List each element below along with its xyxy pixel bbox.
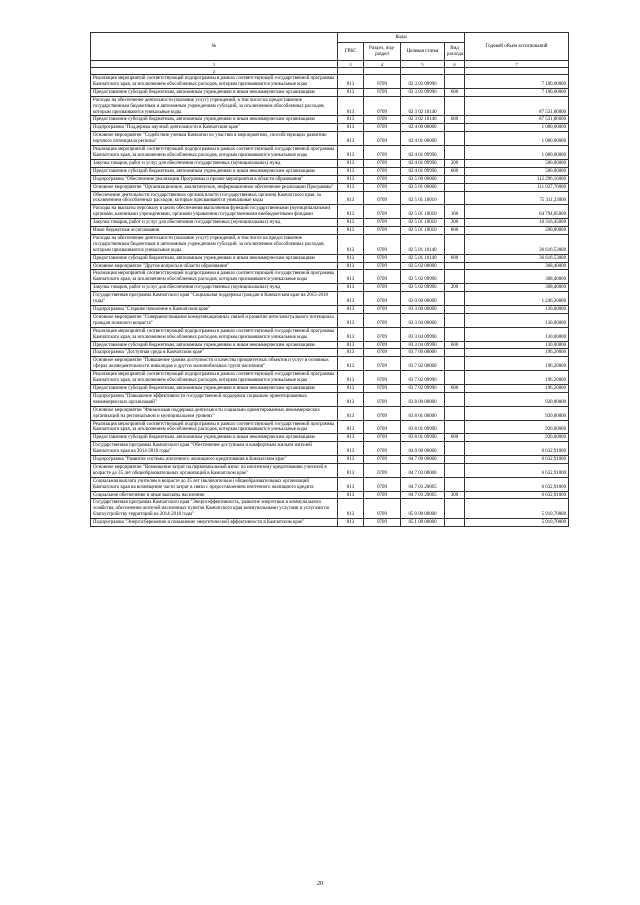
row-sum: 920,00000 bbox=[465, 434, 569, 442]
table-row bbox=[91, 270, 569, 284]
table-row bbox=[91, 75, 569, 89]
table-row bbox=[91, 349, 569, 357]
table-row bbox=[91, 341, 569, 349]
row-name: Расходы на обеспечение деятельности (оказание услуг) учреждений, в том числе на предоставление государственным бюджетным и автономным учреждениям субсидий, за исключением обособленных расходов, которым присваиваются уникальные коды bbox=[91, 96, 338, 116]
row-razdel: 0709 bbox=[364, 349, 401, 357]
row-vid bbox=[445, 499, 465, 519]
row-vid bbox=[445, 132, 465, 146]
row-name: Предоставление субсидий бюджетным, автономным учреждениям и иным некоммерческим организациям bbox=[91, 116, 338, 124]
row-name: Закупка товаров, работ и услуг для обеспечения государственных (муниципальных) нужд bbox=[91, 219, 338, 227]
row-vid: 600 bbox=[445, 254, 465, 262]
table-row bbox=[91, 254, 569, 262]
row-target: 03 8 00 00000 bbox=[401, 392, 445, 406]
header-number: № bbox=[91, 33, 338, 61]
row-target: 02 4 00 00000 bbox=[401, 124, 445, 132]
table-row bbox=[91, 159, 569, 167]
row-grbs: 813 bbox=[338, 442, 364, 456]
row-razdel: 0709 bbox=[364, 132, 401, 146]
row-razdel: 0709 bbox=[364, 406, 401, 420]
row-razdel: 0709 bbox=[364, 442, 401, 456]
row-razdel: 0709 bbox=[364, 284, 401, 292]
row-target: 02 5 02 09990 bbox=[401, 270, 445, 284]
row-sum: 5 910,70000 bbox=[465, 499, 569, 519]
table-row bbox=[91, 371, 569, 385]
row-name: Государственная программа Камчатского края "Социальная поддержка граждан в Камчатском крае на 2015-2018 годы" bbox=[91, 292, 338, 306]
row-name: Социальное обеспечение и иные выплаты населению bbox=[91, 491, 338, 499]
col-num-4: 4 bbox=[364, 61, 401, 68]
row-sum: 500,00000 bbox=[465, 159, 569, 167]
row-grbs: 813 bbox=[338, 384, 364, 392]
row-vid bbox=[445, 477, 465, 491]
table-row bbox=[91, 456, 569, 464]
row-name: Закупка товаров, работ и услуг для обеспечения государственных (муниципальных) нужд bbox=[91, 159, 338, 167]
row-sum: 7 100,00000 bbox=[465, 88, 569, 96]
row-sum: 1 000,00000 bbox=[465, 146, 569, 160]
row-vid: 600 bbox=[445, 167, 465, 175]
row-grbs: 813 bbox=[338, 491, 364, 499]
table-row bbox=[91, 463, 569, 477]
row-sum: 130,00000 bbox=[465, 341, 569, 349]
row-target: 02 3 02 09990 bbox=[401, 75, 445, 89]
row-grbs: 813 bbox=[338, 191, 364, 205]
row-vid bbox=[445, 420, 465, 434]
row-grbs: 813 bbox=[338, 313, 364, 327]
row-vid bbox=[445, 327, 465, 341]
row-razdel: 0709 bbox=[364, 183, 401, 191]
row-vid bbox=[445, 270, 465, 284]
row-target: 02 3 02 10140 bbox=[401, 116, 445, 124]
row-vid: 600 bbox=[445, 384, 465, 392]
row-razdel: 0709 bbox=[364, 146, 401, 160]
row-razdel: 0709 bbox=[364, 341, 401, 349]
row-target: 02 5 01 10140 bbox=[401, 254, 445, 262]
row-vid bbox=[445, 292, 465, 306]
row-grbs: 813 bbox=[338, 96, 364, 116]
row-target: 04 7 00 00000 bbox=[401, 456, 445, 464]
row-sum: 7 100,00000 bbox=[465, 75, 569, 89]
row-name: Реализация мероприятий соответствующей подпрограммы в рамках соответствующей государственной программы Камчатского края, за исключением обособленных расходов, которым присваиваются уникальные коды bbox=[91, 327, 338, 341]
row-sum: 196,20000 bbox=[465, 357, 569, 371]
table-row bbox=[91, 357, 569, 371]
table-row bbox=[91, 191, 569, 205]
row-name: Реализация мероприятий соответствующей подпрограммы в рамках соответствующей государственной программы Камчатского края, за исключением обособленных расходов, которым присваиваются уникальные коды bbox=[91, 420, 338, 434]
row-name: Предоставление субсидий бюджетным, автономным учреждениям и иным некоммерческим организациям bbox=[91, 434, 338, 442]
row-sum: 196,20000 bbox=[465, 384, 569, 392]
row-name: Предоставление субсидий бюджетным, автономным учреждениям и иным некоммерческим организациям bbox=[91, 384, 338, 392]
row-vid: 200 bbox=[445, 284, 465, 292]
row-vid bbox=[445, 349, 465, 357]
table-row bbox=[91, 146, 569, 160]
row-name: Подпрограмма "Поддержка научной деятельности в Камчатском крае" bbox=[91, 124, 338, 132]
row-name: Основное мероприятие "Возмещение затрат на первоначальный взнос по ипотечному кредитованию учителей в возрасте до 35 лет общеобразовательных организаций в Камчатском крае" bbox=[91, 463, 338, 477]
row-target: 03 8 01 09990 bbox=[401, 434, 445, 442]
header-codes: Коды bbox=[338, 33, 465, 43]
row-target: 03 7 02 09990 bbox=[401, 371, 445, 385]
table-row bbox=[91, 313, 569, 327]
table-row bbox=[91, 124, 569, 132]
row-grbs: 813 bbox=[338, 434, 364, 442]
row-vid: 100 bbox=[445, 205, 465, 219]
row-grbs: 813 bbox=[338, 270, 364, 284]
row-sum: 920,00000 bbox=[465, 406, 569, 420]
row-razdel: 0709 bbox=[364, 227, 401, 235]
row-sum: 6 632,91000 bbox=[465, 463, 569, 477]
col-num-7: 7 bbox=[465, 61, 569, 68]
row-vid: 300 bbox=[445, 491, 465, 499]
row-grbs: 813 bbox=[338, 284, 364, 292]
row-target: 02 4 01 09990 bbox=[401, 146, 445, 160]
row-grbs: 813 bbox=[338, 392, 364, 406]
row-grbs: 813 bbox=[338, 371, 364, 385]
row-name: Подпрограмма "Повышение эффективности государственной поддержки социально ориентированных некоммерческих организаций" bbox=[91, 392, 338, 406]
row-grbs: 813 bbox=[338, 456, 364, 464]
row-name: Государственная программа Камчатского края "Энергоэффективность, развитие энергетики и коммунального хозяйства, обеспечение жителей населенных пунктов Камчатского края коммунальными услугами и услугами по благоустройству территорий на 2014-2018 годы" bbox=[91, 499, 338, 519]
row-vid bbox=[445, 442, 465, 456]
table-row bbox=[91, 292, 569, 306]
table-row bbox=[91, 499, 569, 519]
row-sum: 130,00000 bbox=[465, 306, 569, 314]
table-row bbox=[91, 183, 569, 191]
row-grbs: 813 bbox=[338, 132, 364, 146]
table-row bbox=[91, 227, 569, 235]
table-row bbox=[91, 491, 569, 499]
row-vid bbox=[445, 191, 465, 205]
table-row bbox=[91, 205, 569, 219]
row-name: Реализация мероприятий соответствующей подпрограммы в рамках соответствующей государственной программы Камчатского края, за исключением обособленных расходов, которым присваиваются уникальные коды bbox=[91, 75, 338, 89]
row-grbs: 813 bbox=[338, 159, 364, 167]
row-grbs: 813 bbox=[338, 227, 364, 235]
row-name: Социальная выплата учителям в возрасте до 35 лет (включительно) общеобразовательных организаций Камчатского края на возмещение части затрат в связи с предоставлением ипотечного жилищного кредита bbox=[91, 477, 338, 491]
row-sum: 36 616,53000 bbox=[465, 234, 569, 254]
row-grbs: 813 bbox=[338, 327, 364, 341]
row-razdel: 0709 bbox=[364, 254, 401, 262]
row-razdel: 0709 bbox=[364, 384, 401, 392]
row-vid: 200 bbox=[445, 219, 465, 227]
row-target: 03 8 01 09990 bbox=[401, 420, 445, 434]
row-target: 02 5 02 09990 bbox=[401, 284, 445, 292]
row-razdel: 0709 bbox=[364, 519, 401, 527]
table-row bbox=[91, 175, 569, 183]
row-target: 02 5 01 10010 bbox=[401, 219, 445, 227]
row-razdel: 0709 bbox=[364, 292, 401, 306]
row-razdel: 0709 bbox=[364, 219, 401, 227]
row-sum: 1 246,20000 bbox=[465, 292, 569, 306]
col-num-6: 6 bbox=[445, 61, 465, 68]
row-vid bbox=[445, 313, 465, 327]
table-row bbox=[91, 234, 569, 254]
table-row bbox=[91, 406, 569, 420]
table-row bbox=[91, 116, 569, 124]
row-name: Предоставление субсидий бюджетным, автономным учреждениям и иным некоммерческим организациям bbox=[91, 254, 338, 262]
row-vid bbox=[445, 146, 465, 160]
row-name: Расходы на обеспечение деятельности (оказание услуг) учреждений, в том числе на предоставление государственным бюджетным и автономным учреждениям субсидий, за исключением обособленных расходов, которым присваиваются уникальные коды bbox=[91, 234, 338, 254]
row-name: Подпрограмма "Обеспечение реализации Программы и прочие мероприятия в области образования" bbox=[91, 175, 338, 183]
row-target: 03 7 02 09990 bbox=[401, 384, 445, 392]
row-grbs: 813 bbox=[338, 183, 364, 191]
row-sum: 196,20000 bbox=[465, 371, 569, 385]
row-razdel: 0709 bbox=[364, 491, 401, 499]
row-target: 03 8 01 00000 bbox=[401, 406, 445, 420]
row-sum: 6 632,91000 bbox=[465, 456, 569, 464]
header-annual: Годовой объем ассигнований bbox=[465, 33, 569, 61]
row-target: 04 7 03 20065 bbox=[401, 491, 445, 499]
table-row bbox=[91, 434, 569, 442]
table-body bbox=[91, 75, 569, 527]
row-razdel: 0709 bbox=[364, 313, 401, 327]
row-razdel: 0709 bbox=[364, 88, 401, 96]
row-vid bbox=[445, 357, 465, 371]
row-razdel: 0709 bbox=[364, 499, 401, 519]
row-target: 05 0 00 00000 bbox=[401, 499, 445, 519]
row-grbs: 813 bbox=[338, 124, 364, 132]
row-vid bbox=[445, 183, 465, 191]
table-row bbox=[91, 327, 569, 341]
header-razdel: Раздел, под- раздел bbox=[364, 43, 401, 61]
row-razdel: 0709 bbox=[364, 420, 401, 434]
table-row bbox=[91, 306, 569, 314]
row-grbs: 813 bbox=[338, 420, 364, 434]
row-target: 02 5 01 10010 bbox=[401, 205, 445, 219]
row-vid bbox=[445, 234, 465, 254]
table-row bbox=[91, 88, 569, 96]
row-razdel: 0709 bbox=[364, 234, 401, 254]
row-sum: 920,00000 bbox=[465, 392, 569, 406]
row-name: Расходы на выплаты персоналу в целях обеспечения выполнения функций государственными (муниципальными) органами, казенными учреждениями, органами управления государственными внебюджетными фондами bbox=[91, 205, 338, 219]
row-grbs: 813 bbox=[338, 205, 364, 219]
row-target: 03 3 04 09990 bbox=[401, 341, 445, 349]
row-target: 02 4 01 09990 bbox=[401, 159, 445, 167]
table-row bbox=[91, 167, 569, 175]
row-sum: 196,20000 bbox=[465, 349, 569, 357]
row-target: 04 7 03 20065 bbox=[401, 477, 445, 491]
row-grbs: 813 bbox=[338, 167, 364, 175]
row-target: 02 4 01 00000 bbox=[401, 132, 445, 146]
row-grbs: 813 bbox=[338, 292, 364, 306]
row-grbs: 813 bbox=[338, 357, 364, 371]
row-name: Иные бюджетные ассигнования bbox=[91, 227, 338, 235]
row-vid bbox=[445, 175, 465, 183]
row-sum: 6 632,91000 bbox=[465, 477, 569, 491]
row-razdel: 0709 bbox=[364, 270, 401, 284]
row-target: 04 7 03 00000 bbox=[401, 463, 445, 477]
row-name: Реализация мероприятий соответствующей подпрограммы в рамках соответствующей государственной программы Камчатского края, за исключением обособленных расходов, которым присваиваются уникальные коды bbox=[91, 371, 338, 385]
row-razdel: 0709 bbox=[364, 116, 401, 124]
row-name: Закупка товаров, работ и услуг для обеспечения государственных (муниципальных) нужд bbox=[91, 284, 338, 292]
row-grbs: 813 bbox=[338, 175, 364, 183]
row-sum: 87 531,86000 bbox=[465, 96, 569, 116]
row-grbs: 813 bbox=[338, 349, 364, 357]
row-razdel: 0709 bbox=[364, 205, 401, 219]
row-sum: 87 531,86000 bbox=[465, 116, 569, 124]
row-vid: 200 bbox=[445, 159, 465, 167]
row-sum: 36 616,53000 bbox=[465, 254, 569, 262]
row-razdel: 0709 bbox=[364, 306, 401, 314]
row-vid: 600 bbox=[445, 341, 465, 349]
row-name: Реализация мероприятий соответствующей подпрограммы в рамках соответствующей государственной программы Камчатского края, за исключением обособленных расходов, которым присваиваются уникальные коды bbox=[91, 270, 338, 284]
row-sum: 1 000,00000 bbox=[465, 124, 569, 132]
table-row bbox=[91, 284, 569, 292]
row-name: Государственная программа Камчатского края "Обеспечение доступным и комфортным жильем жителей Камчатского края на 2014-2018 годы" bbox=[91, 442, 338, 456]
row-target: 05 1 00 00000 bbox=[401, 519, 445, 527]
row-vid: 600 bbox=[445, 88, 465, 96]
row-target: 03 0 00 00000 bbox=[401, 292, 445, 306]
row-razdel: 0709 bbox=[364, 96, 401, 116]
row-grbs: 813 bbox=[338, 406, 364, 420]
row-grbs: 813 bbox=[338, 234, 364, 254]
row-razdel: 0709 bbox=[364, 175, 401, 183]
row-name: Обеспечение деятельности государственных органов власти (государственных органов) Камчатского края, за исключением обособленных расходов, которым присваиваются уникальные коды bbox=[91, 191, 338, 205]
row-sum: 75 311,23000 bbox=[465, 191, 569, 205]
table-row bbox=[91, 219, 569, 227]
row-grbs: 813 bbox=[338, 75, 364, 89]
row-vid bbox=[445, 262, 465, 270]
table-row bbox=[91, 262, 569, 270]
row-vid bbox=[445, 371, 465, 385]
row-name: Подпрограмма "Энергосбережение и повышение энергетической эффективности в Камчатском крае" bbox=[91, 519, 338, 527]
row-vid bbox=[445, 392, 465, 406]
row-razdel: 0709 bbox=[364, 477, 401, 491]
row-grbs: 813 bbox=[338, 262, 364, 270]
row-grbs: 813 bbox=[338, 219, 364, 227]
row-razdel: 0709 bbox=[364, 357, 401, 371]
row-vid bbox=[445, 96, 465, 116]
row-vid bbox=[445, 406, 465, 420]
table-row bbox=[91, 96, 569, 116]
row-grbs: 813 bbox=[338, 254, 364, 262]
col-num-1: 1 bbox=[91, 61, 338, 68]
row-grbs: 813 bbox=[338, 477, 364, 491]
row-target: 02 5 00 00000 bbox=[401, 175, 445, 183]
row-vid: 600 bbox=[445, 434, 465, 442]
row-target: 03 3 00 00000 bbox=[401, 306, 445, 314]
row-name: Основное мероприятие "Организационное, аналитическое, информационное обеспечение реализации Программы" bbox=[91, 183, 338, 191]
row-sum: 1 000,00000 bbox=[465, 132, 569, 146]
row-sum: 10 316,45000 bbox=[465, 219, 569, 227]
row-target: 03 3 04 09990 bbox=[401, 327, 445, 341]
row-vid bbox=[445, 456, 465, 464]
col-num-3: 3 bbox=[338, 61, 364, 68]
col-num-2: 2 bbox=[91, 68, 338, 75]
header-grbs: ГРБС bbox=[338, 43, 364, 61]
row-razdel: 0709 bbox=[364, 456, 401, 464]
table-row bbox=[91, 420, 569, 434]
row-vid: 600 bbox=[445, 116, 465, 124]
row-target: 02 5 01 10010 bbox=[401, 191, 445, 205]
row-sum: 112 296,16000 bbox=[465, 175, 569, 183]
row-sum: 368,40000 bbox=[465, 284, 569, 292]
row-target: 02 5 02 00000 bbox=[401, 262, 445, 270]
row-razdel: 0709 bbox=[364, 124, 401, 132]
row-razdel: 0709 bbox=[364, 262, 401, 270]
budget-table bbox=[90, 32, 569, 527]
row-razdel: 0709 bbox=[364, 392, 401, 406]
row-name: Основное мероприятие "Содействие ученым Камчатки по участию в мероприятиях, способствующих развитию научного потенциала региона" bbox=[91, 132, 338, 146]
header-target: Целевая статья bbox=[401, 43, 445, 61]
row-vid bbox=[445, 519, 465, 527]
row-target: 02 5 01 10010 bbox=[401, 227, 445, 235]
row-name: Подпрограмма "Доступная среда в Камчатском крае" bbox=[91, 349, 338, 357]
table-row bbox=[91, 519, 569, 527]
row-razdel: 0709 bbox=[364, 327, 401, 341]
row-razdel: 0709 bbox=[364, 191, 401, 205]
row-sum: 6 632,91000 bbox=[465, 491, 569, 499]
row-name: Подпрограмма "Старшее поколение в Камчатском крае" bbox=[91, 306, 338, 314]
row-vid: 800 bbox=[445, 227, 465, 235]
table-row bbox=[91, 477, 569, 491]
row-razdel: 0709 bbox=[364, 159, 401, 167]
row-sum: 6 632,91000 bbox=[465, 442, 569, 456]
row-name: Основное мероприятие "Повышение уровня доступности и качества приоритетных объектов и услуг в основных сферах жизнедеятельности инвалидов и других маломобильных групп населения" bbox=[91, 357, 338, 371]
row-target: 04 0 00 00000 bbox=[401, 442, 445, 456]
row-name: Основное мероприятие "Другие вопросы в области образования" bbox=[91, 262, 338, 270]
header-vid: Вид расхода bbox=[445, 43, 465, 61]
row-grbs: 813 bbox=[338, 306, 364, 314]
row-sum: 130,00000 bbox=[465, 327, 569, 341]
row-razdel: 0709 bbox=[364, 463, 401, 477]
row-target: 02 3 02 09990 bbox=[401, 88, 445, 96]
row-target: 03 3 04 00000 bbox=[401, 313, 445, 327]
row-grbs: 813 bbox=[338, 88, 364, 96]
row-vid bbox=[445, 75, 465, 89]
row-name: Реализация мероприятий соответствующей подпрограммы в рамках соответствующей государственной программы Камчатского края, за исключением обособленных расходов, которым присваиваются уникальные коды bbox=[91, 146, 338, 160]
row-grbs: 813 bbox=[338, 146, 364, 160]
row-grbs: 813 bbox=[338, 463, 364, 477]
row-razdel: 0709 bbox=[364, 434, 401, 442]
row-name: Предоставление субсидий бюджетным, автономным учреждениям и иным некоммерческим организациям bbox=[91, 341, 338, 349]
row-sum: 920,00000 bbox=[465, 420, 569, 434]
row-target: 03 7 00 00000 bbox=[401, 349, 445, 357]
page-number: 20 bbox=[317, 881, 323, 887]
budget-table-page bbox=[90, 32, 568, 527]
row-sum: 368,40000 bbox=[465, 270, 569, 284]
row-target: 02 5 01 10140 bbox=[401, 234, 445, 254]
row-target: 02 4 01 09990 bbox=[401, 167, 445, 175]
row-target: 02 5 01 00000 bbox=[401, 183, 445, 191]
row-vid bbox=[445, 463, 465, 477]
row-name: Предоставление субсидий бюджетным, автономным учреждениям и иным некоммерческим организациям bbox=[91, 167, 338, 175]
row-vid bbox=[445, 306, 465, 314]
table-row bbox=[91, 392, 569, 406]
table-row bbox=[91, 132, 569, 146]
row-grbs: 813 bbox=[338, 499, 364, 519]
row-grbs: 813 bbox=[338, 116, 364, 124]
row-sum: 500,00000 bbox=[465, 167, 569, 175]
col-num-5: 5 bbox=[401, 61, 445, 68]
row-target: 03 7 02 00000 bbox=[401, 357, 445, 371]
row-sum: 5 910,70000 bbox=[465, 519, 569, 527]
row-sum: 111 927,76000 bbox=[465, 183, 569, 191]
row-razdel: 0709 bbox=[364, 75, 401, 89]
row-grbs: 813 bbox=[338, 519, 364, 527]
row-sum: 64 794,85000 bbox=[465, 205, 569, 219]
row-name: Подпрограмма "Развитие системы ипотечного жилищного кредитования в Камчатском крае" bbox=[91, 456, 338, 464]
table-row bbox=[91, 384, 569, 392]
row-razdel: 0709 bbox=[364, 167, 401, 175]
row-target: 02 3 02 10140 bbox=[401, 96, 445, 116]
row-name: Основное мероприятие "Финансовая поддержка деятельности социально ориентированных некоммерческих организаций на региональном и муниципальном уровнях" bbox=[91, 406, 338, 420]
row-sum: 130,00000 bbox=[465, 313, 569, 327]
row-grbs: 813 bbox=[338, 341, 364, 349]
row-razdel: 0709 bbox=[364, 371, 401, 385]
row-name: Предоставление субсидий бюджетным, автономным учреждениям и иным некоммерческим организациям bbox=[91, 88, 338, 96]
table-row bbox=[91, 442, 569, 456]
row-sum: 368,40000 bbox=[465, 262, 569, 270]
row-sum: 200,00000 bbox=[465, 227, 569, 235]
row-vid bbox=[445, 124, 465, 132]
row-name: Основное мероприятие "Совершенствование коммуникационных связей и развитие интеллектуального потенциала граждан пожилого возраста" bbox=[91, 313, 338, 327]
